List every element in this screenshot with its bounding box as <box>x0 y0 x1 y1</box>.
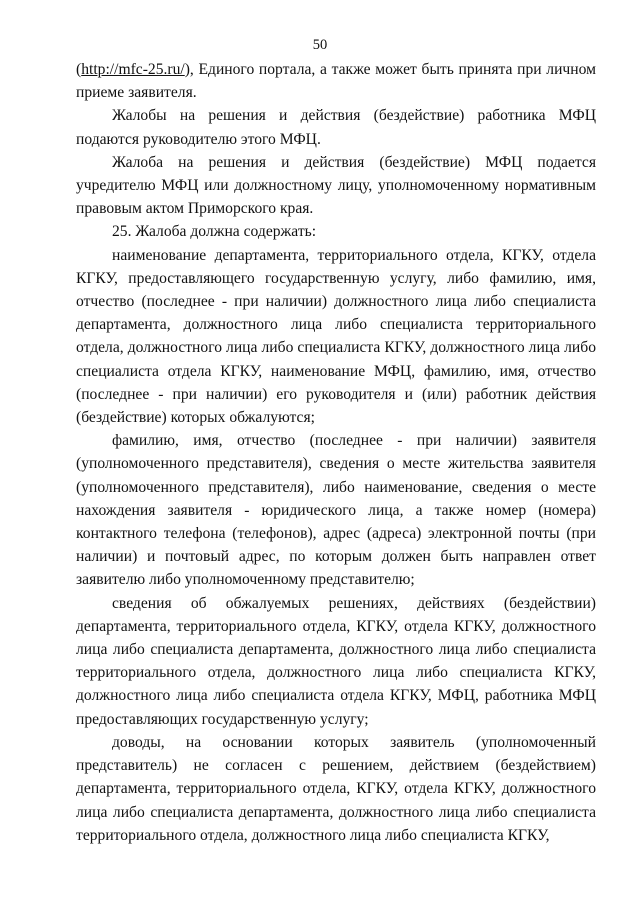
paragraph-applicant-details: фамилию, имя, отчество (последнее - при наличии) заявителя (уполномоченного представителя), сведения о месте жительства заявителя (уполномоченного представителя), либо наименование, сведения о месте нахождения заявителя - юридического лица, а также номер (номера) контактного телефона (телефонов), адрес (адреса) электронной почты (при наличии) и почтовый адрес, по которым должен быть направлен ответ заявителю либо уполномоченному представителю; <box>76 432 596 589</box>
paragraph-text: ), Единого портала, а также может быть принята при личном приеме заявителя. <box>76 61 596 102</box>
paragraph-appealed-decisions: сведения об обжалуемых решениях, действиях (бездействии) департамента, территориального отдела, КГКУ, отдела КГКУ, должностного лица либо специалиста департамента, должностного лица либо специалиста территориального отдела, должностного лица либо специалиста КГКУ, должностного лица либо специалиста отдела КГКУ, МФЦ, работника МФЦ предоставляющих государственную услугу; <box>76 594 596 728</box>
link-open-paren: ( <box>76 61 82 78</box>
page-number: 50 <box>312 37 328 53</box>
paragraph-department-name: наименование департамента, территориального отдела, КГКУ, отдела КГКУ, предоставляющего государственную услугу, либо фамилию, имя, отчество (последнее - при наличии) должностного лица либо специалиста департамента, должностного лица либо специалиста территориального отдела, должностного лица либо специалиста КГКУ, должностного лица либо специалиста отдела КГКУ, наименование МФЦ, фамилию, имя, отчество (последнее - при наличии) его руководителя и (или) работник действия (бездействие) которых обжалуются; <box>76 246 596 427</box>
paragraph-complaint-mfc-founder: Жалоба на решения и действия (бездействие) МФЦ подается учредителю МФЦ или должностному лицу, уполномоченному нормативным правовым актом Приморского края. <box>76 153 596 218</box>
paragraph-arguments: доводы, на основании которых заявитель (уполномоченный представитель) не согласен с решением, действием (бездействием) департамента, территориального отдела, КГКУ, отдела КГКУ, должностного лица либо специалиста департамента, должностного лица либо специалиста территориального отдела, должностного лица либо специалиста КГКУ, <box>76 733 596 844</box>
paragraph-portal-submission <box>76 58 596 104</box>
mfc-website-link[interactable]: http://mfc-25.ru/ <box>81 61 185 78</box>
paragraph-complaints-mfc-worker: Жалобы на решения и действия (бездействие) работника МФЦ подаются руководителю этого МФЦ. <box>76 107 596 148</box>
paragraph-item-25-heading: 25. Жалоба должна содержать: <box>112 223 317 241</box>
document-body <box>76 58 596 847</box>
